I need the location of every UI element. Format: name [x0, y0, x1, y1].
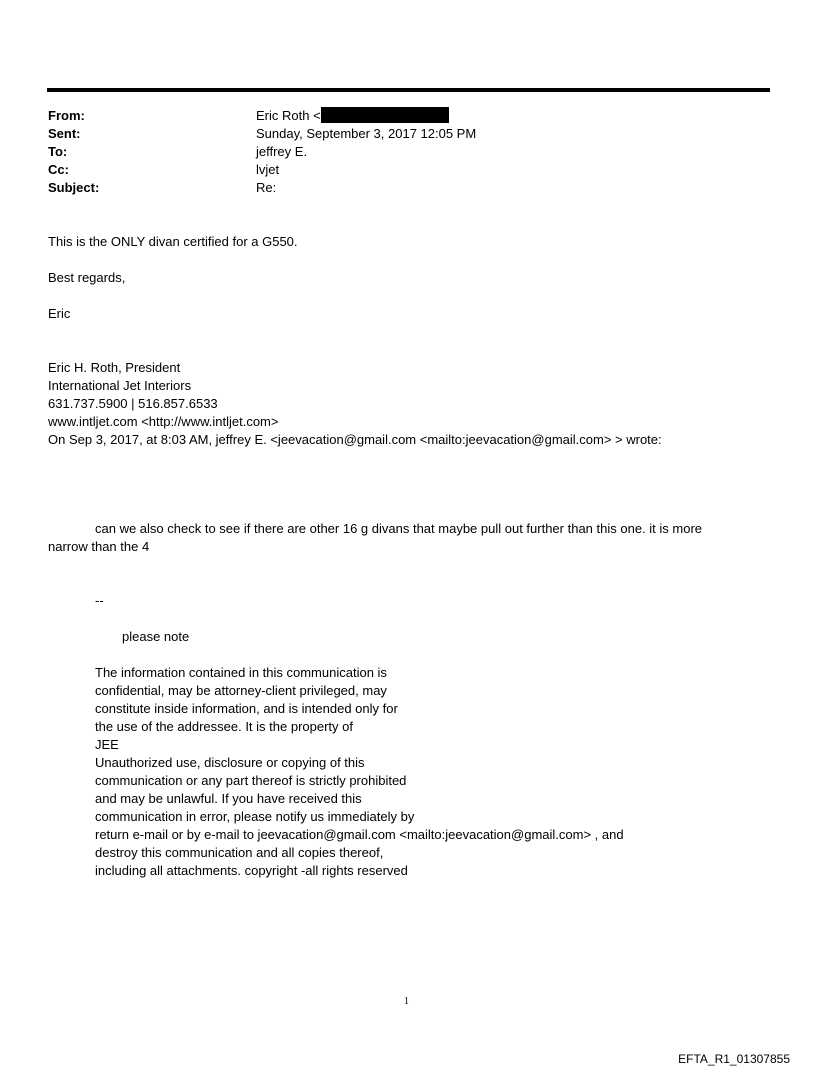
to-label: To: — [48, 144, 68, 159]
quoted-header: On Sep 3, 2017, at 8:03 AM, jeffrey E. <jeevacation@gmail.com <mailto:jeevacation@gmail.com> > wrote: — [48, 432, 662, 447]
subject-value: Re: — [256, 180, 277, 195]
disclaimer-line: The information contained in this communication is — [95, 665, 387, 680]
sent-row — [48, 125, 476, 143]
quoted-para-line-1: can we also check to see if there are other 16 g divans that maybe pull out further than this one. it is more — [95, 521, 703, 536]
cc-row — [48, 161, 476, 179]
from-name: Eric Roth < — [256, 108, 321, 123]
sent-label: Sent: — [48, 126, 81, 141]
redaction-box — [321, 107, 449, 123]
email-header — [48, 107, 476, 197]
disclaimer-line: JEE — [95, 737, 119, 752]
signature-line: International Jet Interiors — [48, 378, 192, 393]
from-value — [256, 107, 449, 125]
quoted-para-line-2: narrow than the 4 — [48, 539, 150, 554]
subject-row — [48, 179, 476, 197]
from-label: From: — [48, 108, 85, 123]
disclaimer-line: including all attachments. copyright -all rights reserved — [95, 863, 408, 878]
please-note: please note — [122, 629, 190, 644]
disclaimer-line: and may be unlawful. If you have received this — [95, 791, 362, 806]
disclaimer-line: return e-mail or by e-mail to jeevacation@gmail.com <mailto:jeevacation@gmail.com> , and — [95, 827, 624, 842]
disclaimer-line: the use of the addressee. It is the property of — [95, 719, 353, 734]
quoted-dashes: -- — [95, 593, 104, 608]
signature-line: www.intljet.com <http://www.intljet.com> — [48, 414, 279, 429]
disclaimer-line: Unauthorized use, disclosure or copying of this — [95, 755, 365, 770]
body-line-1: This is the ONLY divan certified for a G550. — [48, 234, 298, 249]
signature-line: Eric H. Roth, President — [48, 360, 181, 375]
disclaimer-line: communication in error, please notify us immediately by — [95, 809, 415, 824]
to-row — [48, 143, 476, 161]
page-number: 1 — [404, 996, 409, 1007]
cc-label: Cc: — [48, 162, 69, 177]
to-value: jeffrey E. — [256, 144, 308, 159]
cc-value: lvjet — [256, 162, 280, 177]
bates-number: EFTA_R1_01307855 — [678, 1052, 790, 1066]
disclaimer-line: confidential, may be attorney-client privileged, may — [95, 683, 387, 698]
signature-line: 631.737.5900 | 516.857.6533 — [48, 396, 218, 411]
subject-label: Subject: — [48, 180, 100, 195]
body-name: Eric — [48, 306, 71, 321]
sent-value: Sunday, September 3, 2017 12:05 PM — [256, 126, 477, 141]
disclaimer-block — [95, 664, 624, 880]
signature-block — [48, 359, 278, 431]
from-row — [48, 107, 476, 125]
disclaimer-line: communication or any part thereof is strictly prohibited — [95, 773, 407, 788]
disclaimer-line: destroy this communication and all copies thereof, — [95, 845, 384, 860]
disclaimer-line: constitute inside information, and is intended only for — [95, 701, 398, 716]
body-regards: Best regards, — [48, 270, 126, 285]
header-rule — [47, 88, 770, 92]
